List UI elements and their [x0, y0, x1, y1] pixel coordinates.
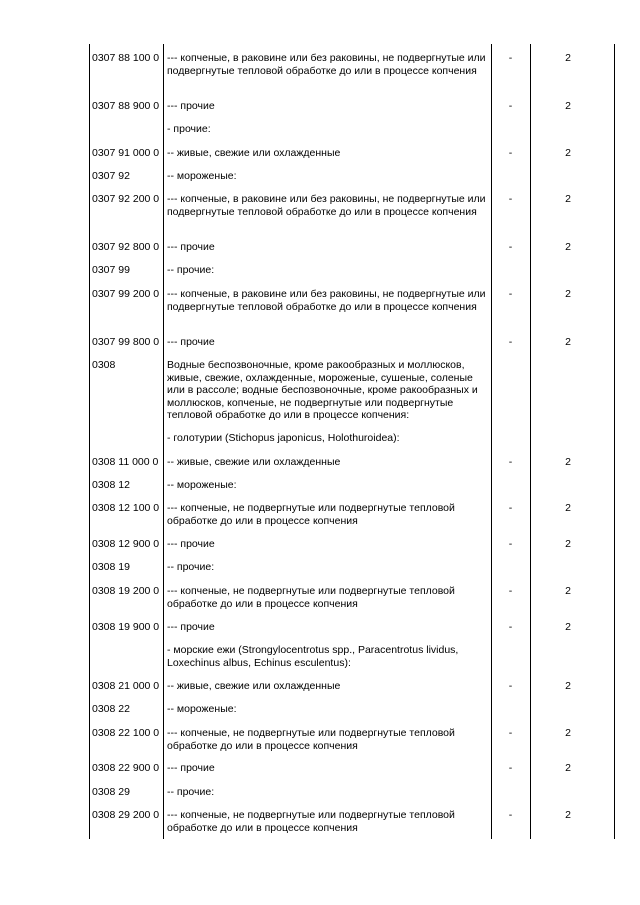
- row-code: 0308 22 100 0: [92, 727, 160, 739]
- row-dash: -: [508, 193, 513, 205]
- row-code: 0308 22: [92, 703, 130, 715]
- row-code: 0307 99 800 0: [92, 336, 160, 348]
- row-rate: 2: [565, 193, 571, 205]
- row-description: --- копченые, в раковине или без раковины, не подвергнутые или подвергнутые тепловой обработке до или в процессе копчения: [167, 52, 486, 77]
- row-dash: -: [508, 456, 513, 468]
- row-dash: -: [508, 52, 513, 64]
- row-description: --- копченые, в раковине или без раковины, не подвергнутые или подвергнутые тепловой обработке до или в процессе копчения: [167, 288, 486, 313]
- row-code: 0307 99 200 0: [92, 288, 160, 300]
- row-description: --- прочие: [167, 336, 215, 348]
- row-code: 0308: [92, 359, 116, 371]
- row-rate: 2: [565, 727, 571, 739]
- row-description: --- прочие: [167, 100, 215, 112]
- row-rate: 2: [565, 762, 571, 774]
- row-rate: 2: [565, 288, 571, 300]
- row-description: --- копченые, не подвергнутые или подвергнутые тепловой обработке до или в процессе копчения: [167, 809, 455, 834]
- row-rate: 2: [565, 680, 571, 692]
- row-description: -- живые, свежие или охлажденные: [167, 680, 341, 692]
- row-description: -- мороженые:: [167, 703, 237, 715]
- row-rate: 2: [565, 809, 571, 821]
- row-code: 0308 22 900 0: [92, 762, 160, 774]
- row-dash: -: [508, 241, 513, 253]
- row-dash: -: [508, 680, 513, 692]
- row-rate: 2: [565, 502, 571, 514]
- row-dash: -: [508, 809, 513, 821]
- row-rate: 2: [565, 621, 571, 633]
- row-description: -- прочие:: [167, 561, 215, 573]
- row-dash: -: [508, 762, 513, 774]
- column-divider: [614, 44, 615, 839]
- column-divider: [163, 44, 164, 839]
- row-code: 0308 12 900 0: [92, 538, 160, 550]
- row-code: 0307 92 200 0: [92, 193, 160, 205]
- row-description: -- прочие:: [167, 786, 215, 798]
- row-description: -- живые, свежие или охлажденные: [167, 147, 341, 159]
- row-description: --- прочие: [167, 621, 215, 633]
- row-rate: 2: [565, 52, 571, 64]
- row-code: 0307 92: [92, 170, 130, 182]
- row-rate: 2: [565, 100, 571, 112]
- row-dash: -: [508, 621, 513, 633]
- row-code: 0307 91 000 0: [92, 147, 160, 159]
- row-description: --- прочие: [167, 538, 215, 550]
- row-rate: 2: [565, 147, 571, 159]
- row-dash: -: [508, 585, 513, 597]
- row-rate: 2: [565, 585, 571, 597]
- row-description: -- живые, свежие или охлажденные: [167, 456, 341, 468]
- column-divider: [491, 44, 492, 839]
- row-code: 0308 11 000 0: [92, 456, 159, 468]
- row-code: 0308 19 200 0: [92, 585, 160, 597]
- row-dash: -: [508, 147, 513, 159]
- row-dash: -: [508, 727, 513, 739]
- row-dash: -: [508, 288, 513, 300]
- row-description: --- копченые, не подвергнутые или подвергнутые тепловой обработке до или в процессе копчения: [167, 727, 455, 752]
- row-code: 0307 88 100 0: [92, 52, 160, 64]
- row-description: --- копченые, не подвергнутые или подвергнутые тепловой обработке до или в процессе копчения: [167, 585, 455, 610]
- row-description: - морские ежи (Strongylocentrotus spp., Paracentrotus lividus, Loxechinus albus, Echinus esculentus):: [167, 644, 459, 669]
- row-code: 0308 29: [92, 786, 130, 798]
- row-code: 0308 19 900 0: [92, 621, 160, 633]
- row-dash: -: [508, 336, 513, 348]
- row-description: -- мороженые:: [167, 479, 237, 491]
- column-divider: [530, 44, 531, 839]
- row-description: --- копченые, не подвергнутые или подвергнутые тепловой обработке до или в процессе копчения: [167, 502, 455, 527]
- row-description: - прочие:: [167, 123, 211, 135]
- row-description: -- прочие:: [167, 264, 215, 276]
- row-code: 0307 99: [92, 264, 130, 276]
- row-description: Водные беспозвоночные, кроме ракообразных и моллюсков, живые, свежие, охлажденные, мороженые, сушеные, соленые или в рассоле; водные беспозвоночные, кроме ракообразных и моллюсков, копченые, не подвергнутые или подвергнутые тепловой обработке до или в процессе копчения:: [167, 359, 478, 421]
- row-code: 0307 92 800 0: [92, 241, 160, 253]
- row-description: --- прочие: [167, 241, 215, 253]
- row-dash: -: [508, 538, 513, 550]
- column-divider: [89, 44, 90, 839]
- row-rate: 2: [565, 336, 571, 348]
- row-description: --- копченые, в раковине или без раковины, не подвергнутые или подвергнутые тепловой обработке до или в процессе копчения: [167, 193, 486, 218]
- row-description: --- прочие: [167, 762, 215, 774]
- row-code: 0307 88 900 0: [92, 100, 160, 112]
- row-rate: 2: [565, 241, 571, 253]
- row-description: - голотурии (Stichopus japonicus, Holothuroidea):: [167, 432, 400, 444]
- row-code: 0308 12 100 0: [92, 502, 160, 514]
- row-code: 0308 21 000 0: [92, 680, 160, 692]
- row-code: 0308 12: [92, 479, 130, 491]
- row-code: 0308 19: [92, 561, 130, 573]
- row-rate: 2: [565, 538, 571, 550]
- row-dash: -: [508, 502, 513, 514]
- row-dash: -: [508, 100, 513, 112]
- row-rate: 2: [565, 456, 571, 468]
- row-code: 0308 29 200 0: [92, 809, 160, 821]
- row-description: -- мороженые:: [167, 170, 237, 182]
